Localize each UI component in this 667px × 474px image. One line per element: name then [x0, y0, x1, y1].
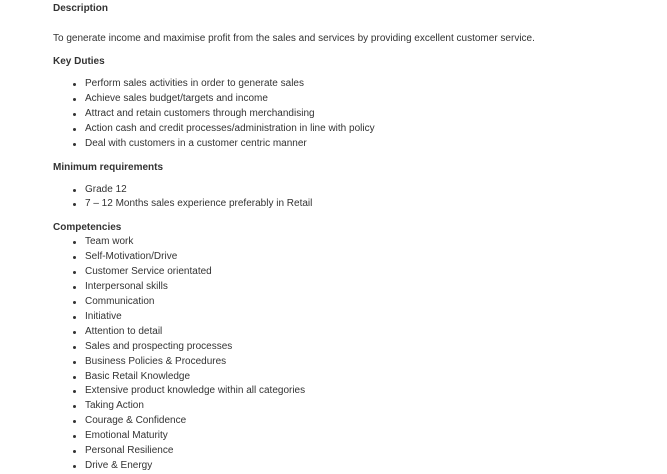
- key-duties-list: [53, 77, 657, 152]
- key-duties-heading: Key Duties: [53, 56, 105, 67]
- competency-item: Courage & Confidence: [53, 414, 657, 429]
- competency-item: Sales and prospecting processes: [53, 340, 657, 355]
- key-duty-item: Achieve sales budget/targets and income: [53, 92, 657, 107]
- competency-item: Communication: [53, 295, 657, 310]
- competency-item: Team work: [53, 235, 657, 250]
- description-heading: Description: [53, 3, 109, 14]
- key-duty-item: Action cash and credit processes/administration in line with policy: [53, 122, 657, 137]
- competency-item: Personal Resilience: [53, 444, 657, 459]
- requirement-item: 7 – 12 Months sales experience preferably in Retail: [53, 197, 657, 212]
- requirement-item: Grade 12: [53, 183, 657, 198]
- minimum-requirements-list: [53, 183, 657, 213]
- competency-item: Emotional Maturity: [53, 429, 657, 444]
- description-text: To generate income and maximise profit from the sales and services by providing excellent customer service.: [53, 33, 535, 44]
- competencies-heading: Competencies: [53, 222, 122, 234]
- competency-item: Taking Action: [53, 399, 657, 414]
- competency-item: Drive & Energy: [53, 459, 657, 474]
- competency-item: Basic Retail Knowledge: [53, 370, 657, 385]
- competency-item: Extensive product knowledge within all categories: [53, 384, 657, 399]
- key-duty-item: Attract and retain customers through merchandising: [53, 107, 657, 122]
- job-description: [53, 0, 657, 474]
- competency-item: Customer Service orientated: [53, 265, 657, 280]
- competencies-list: [53, 235, 657, 474]
- minimum-requirements-heading: Minimum requirements: [53, 161, 164, 173]
- competency-item: Interpersonal skills: [53, 280, 657, 295]
- competency-item: Business Policies & Procedures: [53, 355, 657, 370]
- competency-item: Self-Motivation/Drive: [53, 250, 657, 265]
- key-duty-item: Perform sales activities in order to generate sales: [53, 77, 657, 92]
- key-duty-item: Deal with customers in a customer centric manner: [53, 137, 657, 152]
- competency-item: Initiative: [53, 310, 657, 325]
- competency-item: Attention to detail: [53, 325, 657, 340]
